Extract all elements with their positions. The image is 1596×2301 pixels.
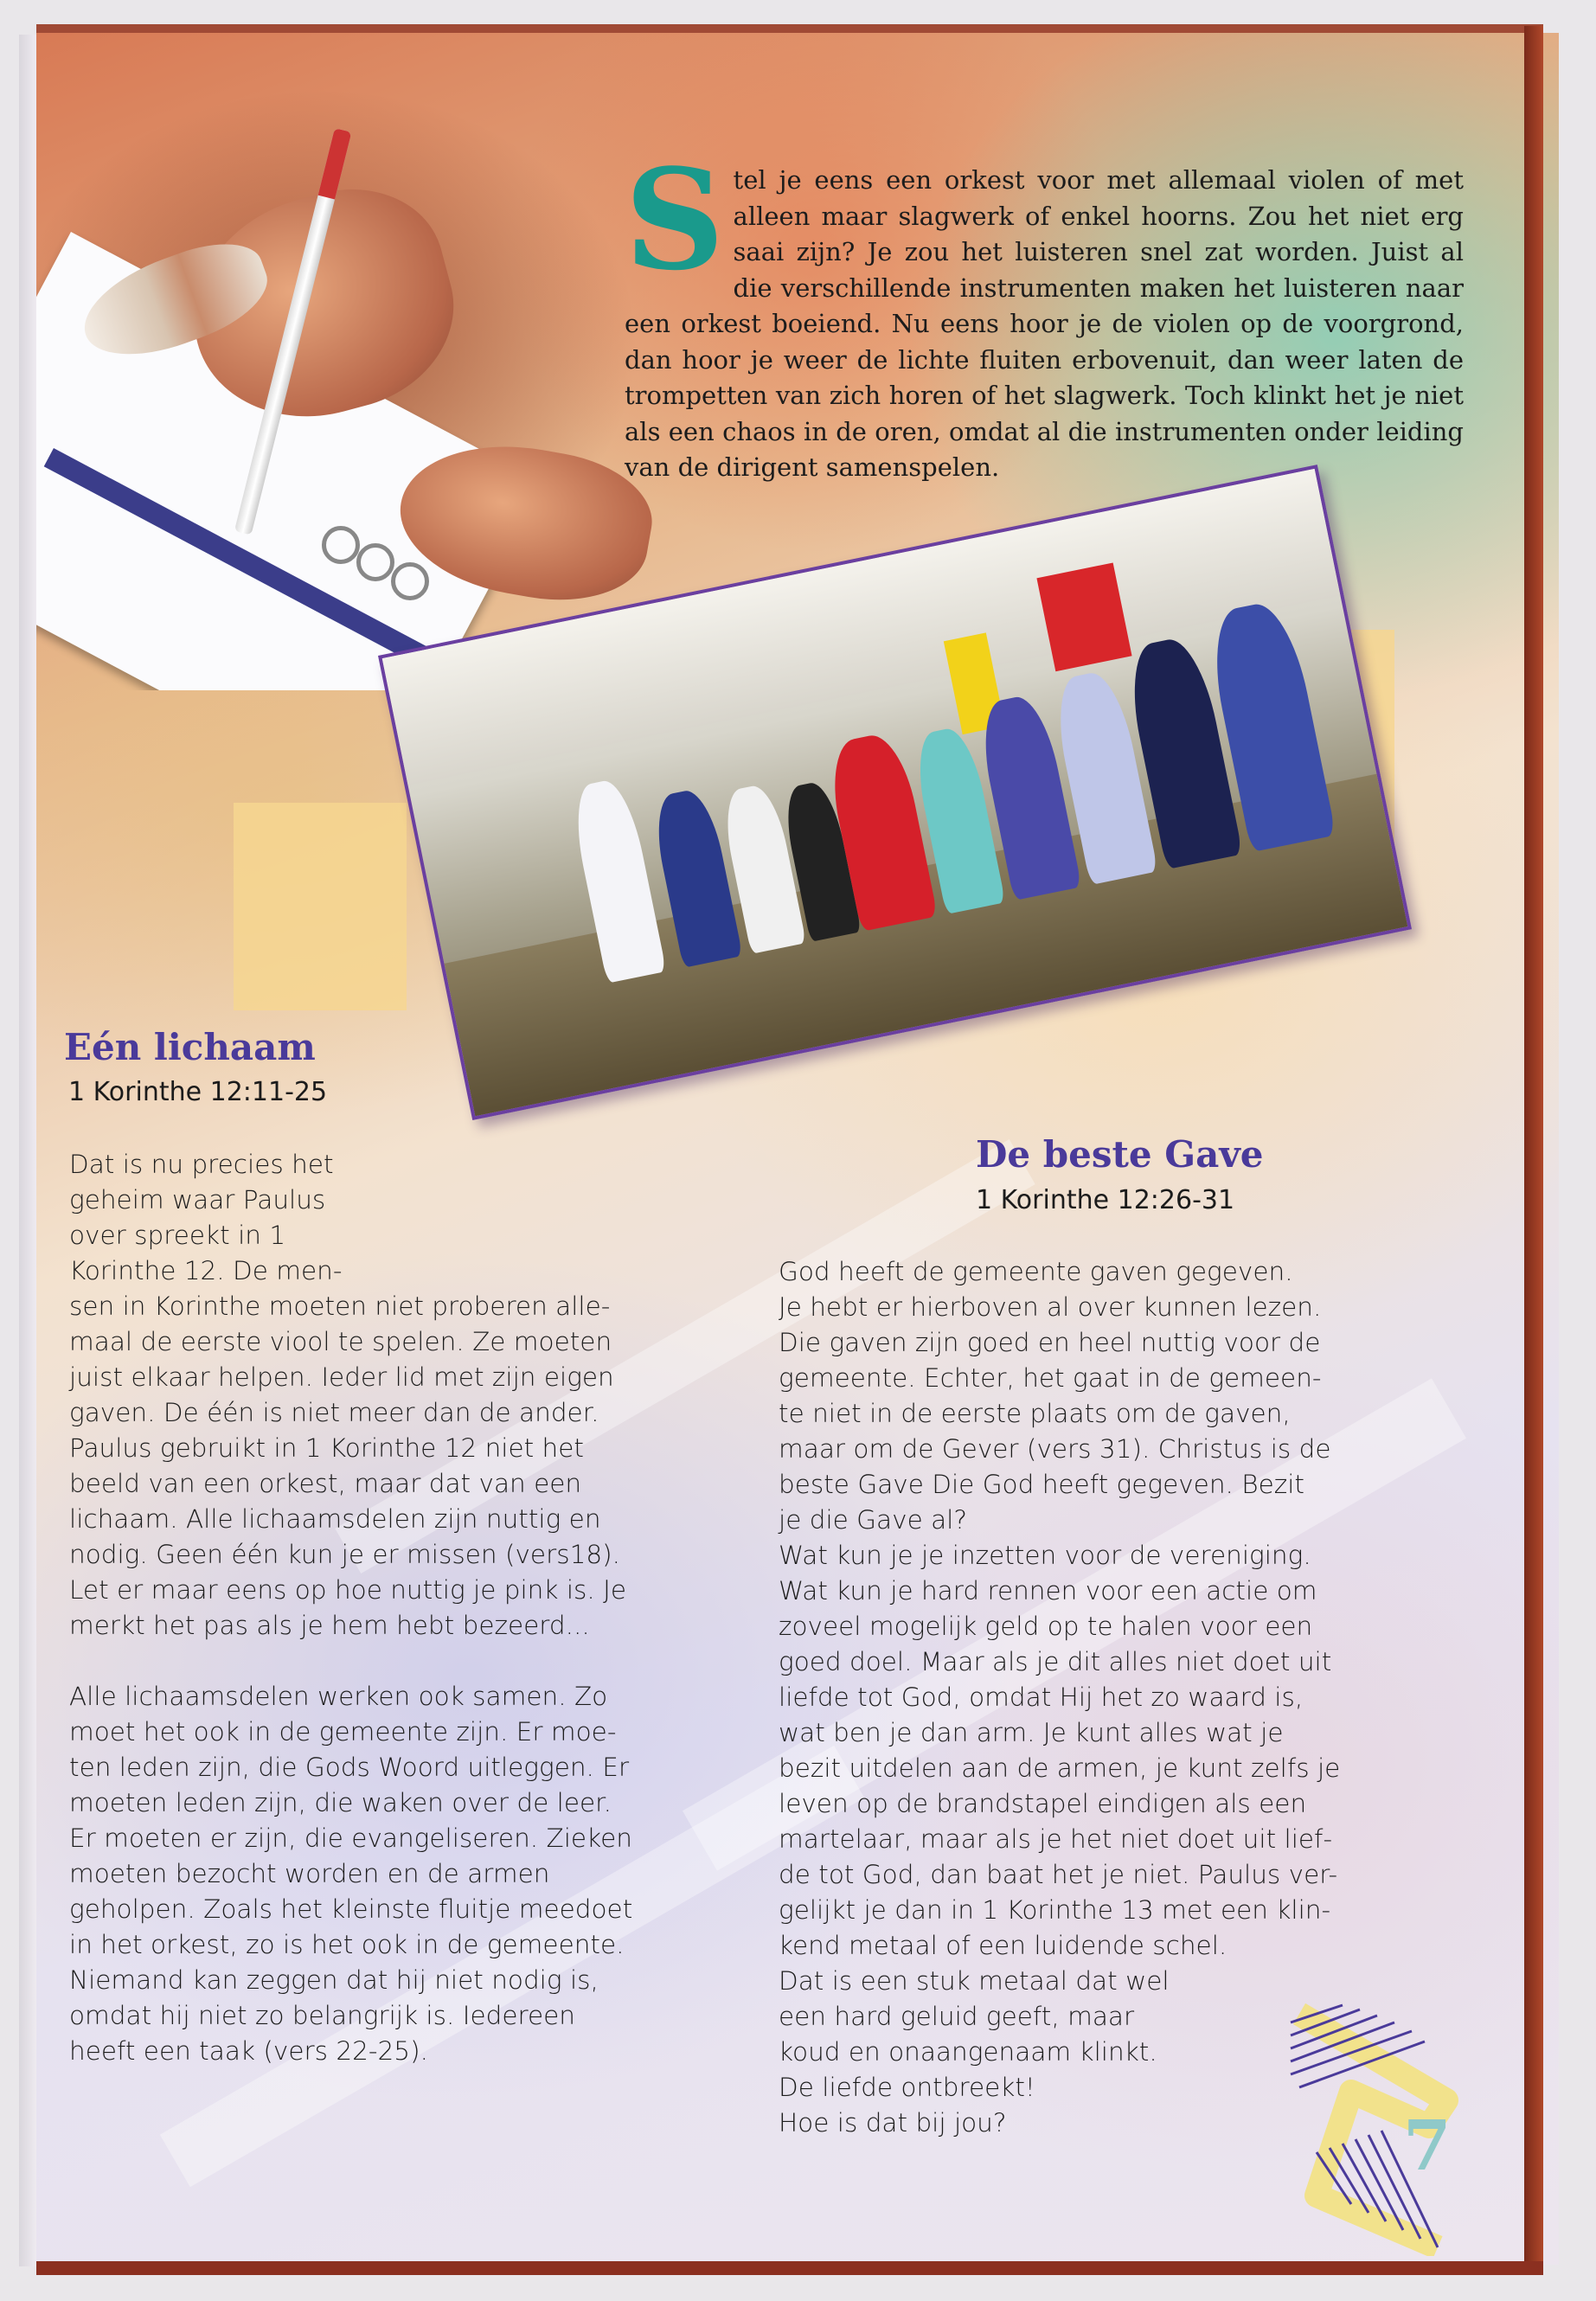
magazine-page [36,33,1559,2265]
page-edge-left [19,35,36,2266]
left-paragraph-1: Dat is nu precies het geheim waar Paulus over spreekt in 1 Korinthe 12. De men- sen in Korinthe moeten niet proberen alle- maal de eerste viool te spelen. Ze moeten juist elkaar helpen. Ieder lid met zijn eigen gaven. De één is niet meer dan de ander. Paulus gebruikt in 1 Korinthe 12 niet het beeld van een orkest, maar dat van een lichaam. Alle lichaamsdelen zijn nuttig en nodig. Geen één kun je er missen (vers18). Let er maar eens op hoe nuttig je pink is. Je merkt het pas als je hem hebt bezeerd... [69,1150,627,1640]
notebook-ring [391,562,429,600]
yellow-block [234,803,407,1010]
notebook-ring [356,543,394,581]
section-title-de-beste-gave: De beste Gave [976,1133,1264,1176]
section-reference: 1 Korinthe 12:11-25 [68,1077,328,1107]
left-paragraph-2: Alle lichaamsdelen werken ook samen. Zo moet het ook in de gemeente zijn. Er moe- ten leden zijn, die Gods Woord uitleggen. Er moeten leden zijn, die waken over de leer. Er moeten er zijn, die evangeliseren. Zieken moeten bezocht worden en de armen geholpen. Zoals het kleinste fluitje meedoet in het orkest, zo is het ook in de gemeente. Niemand kan zeggen dat hij niet nodig is, omdat hij niet zo belangrijk is. Iedereen heeft een taak (vers 22-25). [69,1682,633,2066]
intro-text: tel je eens een orkest voor met allemaal violen of met alleen maar slagwerk of enkel hoorns. Zou het niet erg saai zijn? Je zou het luisteren snel zat worden. Juist al die verschillende instrumenten maken het luisteren naar een orkest boeiend. Nu eens hoor je de violen op de voorgrond, dan hoor je weer de lichte fluiten erbovenuit, dan weer laten de trompetten van zich horen of het slagwerk. Toch klinkt het je niet als een chaos in de oren, omdat al die instrumenten onder leiding van de dirigent samenspelen. [625,165,1464,482]
drop-cap: S [625,138,725,301]
frame-top [36,24,1543,33]
intro-paragraph [625,138,1464,486]
frame-bottom [36,2261,1543,2275]
frame-right [1524,26,1543,2275]
left-column-text [69,1147,761,2069]
right-column-text: God heeft de gemeente gaven gegeven. Je hebt er hierboven al over kunnen lezen. Die gaven zijn goed en heel nuttig voor de gemeente. Echter, het gaat in de gemeen- te niet in de eerste plaats om de gaven, maar om de Gever (vers 31). Christus is de beste Gave Die God heeft gegeven. Bezit je die Gave al? Wat kun je je inzetten voor de vereniging. Wat kun je hard rennen voor een actie om zoveel mogelijk geld op te halen voor een goed doel. Maar als je dit alles niet doet uit liefde tot God, omdat Hij het zo waard is, wat ben je dan arm. Je kunt alles wat je bezit uitdelen aan de armen, je kunt zelfs je leven op de brandstapel eindigen als een martelaar, maar als je het niet doet uit lief- de tot God, dan baat het je niet. Paulus ver- gelijkt je dan in 1 Korinthe 13 met een klin- kend metaal of een luidende schel. Dat is een stuk metaal dat wel een hard geluid geeft, maar koud en onaangenaam klinkt. De liefde ontbreekt! Hoe is dat bij jou? [779,1257,1341,2138]
notebook-ring [322,526,360,564]
writing-hand-image [36,33,659,690]
page-number: 7 [1403,2105,1452,2186]
section-title-een-lichaam: Eén lichaam [64,1026,316,1068]
section-reference: 1 Korinthe 12:26-31 [976,1185,1235,1215]
